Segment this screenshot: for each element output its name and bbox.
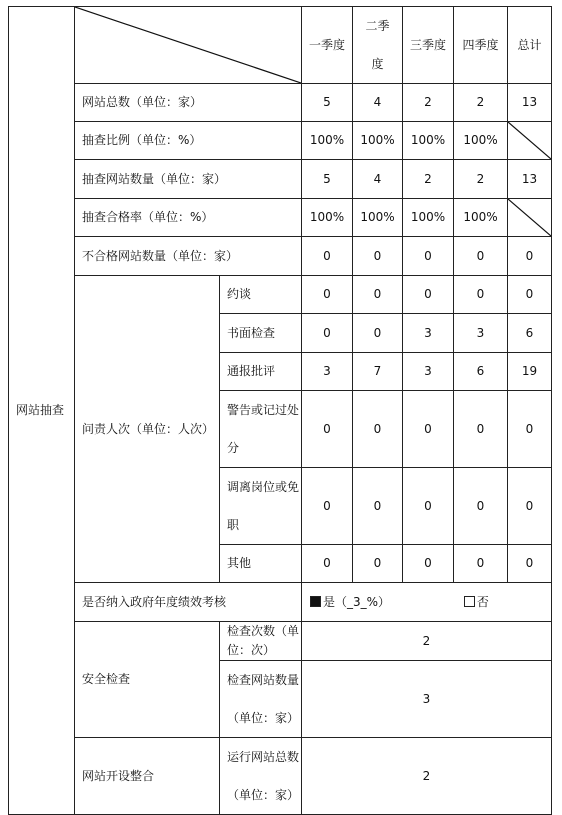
yes-option[interactable]	[310, 595, 390, 609]
no-option[interactable]	[464, 595, 489, 609]
cell-value: 100%	[353, 199, 403, 237]
table-row	[9, 237, 552, 276]
table-row	[9, 738, 552, 815]
cell-value: 0	[353, 391, 403, 468]
row-label: 检查网站数量（单位：家）	[220, 661, 302, 738]
row-label: 运行网站总数（单位：家）	[220, 738, 302, 815]
table-row	[9, 122, 552, 160]
accountability-item-label: 警告或记过处分	[220, 391, 302, 468]
cell-value: 100%	[353, 122, 403, 160]
cell-value: 0	[454, 545, 508, 583]
cell-value: 0	[454, 391, 508, 468]
diagonal-header-cell	[75, 7, 302, 84]
cell-value: 0	[302, 276, 353, 314]
cell-value: 0	[454, 468, 508, 545]
accountability-item-label: 约谈	[220, 276, 302, 314]
cell-value: 0	[353, 276, 403, 314]
cell-value: 3	[302, 661, 552, 738]
row-label: 检查次数（单位：次）	[220, 622, 302, 661]
cell-value: 0	[302, 545, 353, 583]
cell-value: 0	[454, 276, 508, 314]
table-row	[9, 583, 552, 622]
accountability-item-label: 通报批评	[220, 353, 302, 391]
section-spot-check: 网站抽查	[9, 7, 75, 815]
cell-value: 2	[302, 738, 552, 815]
header-total: 总计	[508, 7, 552, 84]
cell-value: 0	[353, 314, 403, 353]
cell-value: 0	[508, 237, 552, 276]
checked-box-icon	[310, 596, 321, 607]
cell-value: 3	[403, 353, 454, 391]
statistics-table	[8, 6, 552, 815]
cell-value: 100%	[403, 199, 454, 237]
cell-value: 0	[403, 237, 454, 276]
cell-value: 100%	[403, 122, 454, 160]
cell-value: 0	[403, 468, 454, 545]
cell-value: 100%	[302, 122, 353, 160]
cell-value: 5	[302, 160, 353, 199]
accountability-item-label: 其他	[220, 545, 302, 583]
cell-value: 13	[508, 84, 552, 122]
cell-value: 0	[508, 468, 552, 545]
cell-value: 0	[353, 545, 403, 583]
yes-label: 是（_3_%）	[323, 594, 391, 609]
header-q3: 三季度	[403, 7, 454, 84]
cell-value: 100%	[454, 199, 508, 237]
cell-value: 6	[508, 314, 552, 353]
accountability-label: 问责人次（单位：人次）	[75, 276, 220, 583]
cell-value: 5	[302, 84, 353, 122]
cell-value: 2	[454, 84, 508, 122]
cell-value: 0	[302, 468, 353, 545]
cell-value: 0	[508, 545, 552, 583]
table-row	[9, 622, 552, 661]
cell-value: 3	[403, 314, 454, 353]
cell-value: 6	[454, 353, 508, 391]
header-q2-text: 二季度	[365, 19, 390, 71]
table-row	[9, 160, 552, 199]
header-q1: 一季度	[302, 7, 353, 84]
cell-value: 0	[403, 545, 454, 583]
diagonal-empty-cell	[508, 122, 552, 160]
cell-value: 7	[353, 353, 403, 391]
diagonal-empty-cell	[508, 199, 552, 237]
cell-value: 0	[302, 314, 353, 353]
cell-value: 13	[508, 160, 552, 199]
cell-value: 100%	[302, 199, 353, 237]
cell-value: 0	[508, 276, 552, 314]
cell-value: 0	[454, 237, 508, 276]
row-label: 不合格网站数量（单位：家）	[75, 237, 302, 276]
cell-value: 3	[302, 353, 353, 391]
cell-value: 0	[353, 468, 403, 545]
cell-value: 0	[353, 237, 403, 276]
table-row	[9, 84, 552, 122]
cell-value: 3	[454, 314, 508, 353]
cell-value: 4	[353, 84, 403, 122]
table-row	[9, 199, 552, 237]
cell-value: 100%	[454, 122, 508, 160]
header-q2	[353, 7, 403, 84]
cell-value: 19	[508, 353, 552, 391]
performance-options	[302, 583, 552, 622]
row-label: 网站总数（单位：家）	[75, 84, 302, 122]
no-label: 否	[476, 594, 489, 609]
cell-value: 2	[454, 160, 508, 199]
header-q4: 四季度	[454, 7, 508, 84]
cell-value: 4	[353, 160, 403, 199]
cell-value: 0	[403, 391, 454, 468]
cell-value: 2	[403, 84, 454, 122]
row-label: 抽查合格率（单位：%）	[75, 199, 302, 237]
cell-value: 0	[302, 237, 353, 276]
section-site-integration: 网站开设整合	[75, 738, 220, 815]
cell-value: 0	[508, 391, 552, 468]
unchecked-box-icon	[464, 596, 475, 607]
table-row	[9, 276, 552, 314]
row-label: 抽查比例（单位：%）	[75, 122, 302, 160]
cell-value: 0	[302, 391, 353, 468]
section-security-check: 安全检查	[75, 622, 220, 738]
row-label: 抽查网站数量（单位：家）	[75, 160, 302, 199]
accountability-item-label: 书面检查	[220, 314, 302, 353]
performance-label: 是否纳入政府年度绩效考核	[75, 583, 302, 622]
cell-value: 0	[403, 276, 454, 314]
accountability-item-label: 调离岗位或免职	[220, 468, 302, 545]
cell-value: 2	[403, 160, 454, 199]
cell-value: 2	[302, 622, 552, 661]
